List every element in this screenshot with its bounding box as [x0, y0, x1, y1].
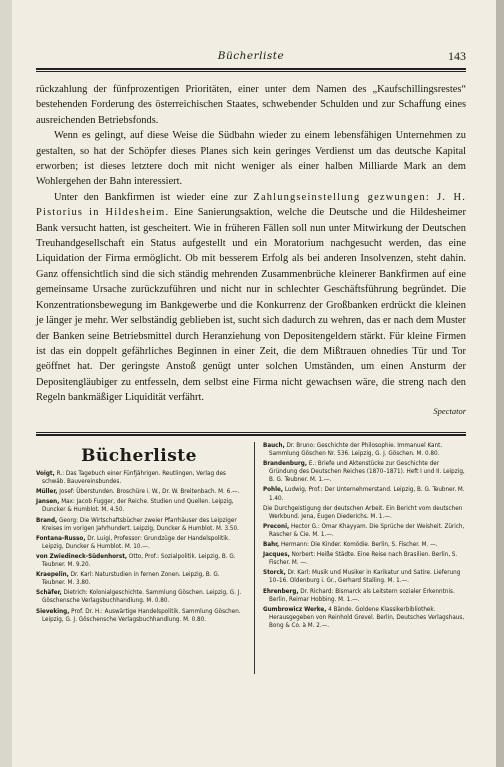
booklist-title: Bücherliste [81, 446, 197, 466]
book-entry [263, 442, 469, 458]
book-author: Jansen, [36, 498, 60, 506]
book-entry [263, 486, 469, 502]
book-entry [263, 606, 469, 630]
book-author: Pohle, [263, 486, 284, 494]
author-signature: Spectator [433, 405, 466, 416]
section-rule-thin [36, 432, 466, 433]
book-author: Voigt, [36, 470, 55, 478]
book-entry [263, 523, 469, 539]
book-author: Kraepelin, [36, 571, 69, 579]
book-details: Dr. Luigi, Professor: Grundzüge der Handelspolitik. Leipzig, Duncker & Humblot. M. 10.—. [42, 534, 230, 550]
book-author: Bahr, [263, 541, 280, 549]
book-details: Prof. Dr. H.: Auswärtige Handelspolitik. Sammlung Göschen. Leipzig, G. J. Göschensche Verlagsbuchhandlung. M. 0.80. [42, 607, 241, 623]
book-details: Max: Jacob Fugger, der Reiche. Studien und Quellen. Leipzig, Duncker & Humblot. M. 4.50. [42, 498, 234, 514]
book-author: Gumbrowicz Werke, [263, 605, 327, 613]
book-entry [36, 535, 242, 551]
book-author: Fontana-Russo, [36, 534, 86, 542]
book-details: Norbert: Heiße Städte. Eine Reise nach Brasilien. Berlin, S. Fischer. M. —. [269, 551, 458, 567]
book-entry [263, 551, 469, 567]
book-entry [263, 460, 469, 484]
book-details: Otto, Prof.: Sozialpolitik. Leipzig, B. G. Teubner. M. 9.20. [42, 552, 236, 569]
book-details: Hermann: Die Kinder. Komödie. Berlin, S. Fischer. M. —. [281, 541, 438, 549]
header-rule-thin [36, 71, 466, 72]
book-details: E.: Briefe und Aktenstücke zur Geschichte der Gründung des Deutschen Reiches (1870–1871). Heft I und II. Leipzig, B. G. Teubner. M. 1.—. [269, 460, 465, 484]
book-details: Dr. Richard: Bismarck als Leitstern sozialer Erkenntnis. Berlin, Reimar Hobbing. M. 1.—. [269, 587, 455, 603]
article-paragraph-2: Wenn es gelingt, auf diese Weise die Südbahn wieder zu einem lebensfähigen Unternehmen zu gestalten, so hat der Schöpfer dieses Planes sich kein geringes Verdienst um das deutsche Kapital erworben; ist dieses letztere doch mit nicht weniger als einer halben Milliarde Mark an dem Wohlergehen der Bahn interessiert. [36, 130, 466, 188]
book-entry [36, 470, 242, 486]
book-details: R.: Das Tagebuch einer Fünfjährigen. Reutlingen, Verlag des schwäb. Bauvereinsbundes. [42, 470, 226, 486]
book-author: Preconi, [263, 522, 290, 530]
book-entry [36, 498, 242, 514]
book-author: Bauch, [263, 442, 285, 449]
book-author: Schäfer, [36, 589, 62, 597]
book-details: Dr. Bruno: Geschichte der Philosophie. Immanuel Kant. Sammlung Göschen Nr. 536. Leipzig, G. J. Göschen. M. 0.80. [269, 442, 443, 458]
book-entry [263, 588, 469, 604]
book-author: Sieveking, [36, 607, 70, 615]
paragraph-3-rest: Eine Sanierungsaktion, welche die Deutsche und die Hildesheimer Bank versucht hatten, ist gescheitert. Wie in früheren Fällen soll nun unter Mitwirkung der Deutschen Treuhandgesellschaft ein Status aufgestellt und ein Moratorium nachgesucht werden, das eine Liquidation der Firma ermöglicht. Ob mit besserem Erfolg als bei anderen Insolvenzen, steht dahin. Ganz offensichtlich sind die sich ständig mehrenden Zusammenbrüche kleinerer Bankfirmen auf eine gemeinsame Ursache zurückzuführen und nicht nur in schlechter Geschäftsführung begründet. Die Konzentrationsbewegung im Bankgewerbe und die Konkurrenz der Großbanken erdrückt die kleinen je länger je mehr. Wer selbständig geblieben ist, sucht sich dadurch zu wehren, das er nach dem Muster der Banken seine Betriebsmittel durch Heranziehung von Depositengeldern stärkt. Für kleine Firmen ist das ein doppelt gefährliches Beginnen in einer Zeit, die dem Mißtrauen ohnedies Tür und Tor geöffnet hat. Der geringste Anstoß genügt unter solchen Umständen, um einen Ansturm der Depositengläubiger zu entfesseln, dem selbst eine Firma nicht gewachsen wäre, die streng nach den Regeln bankmäßiger Liquidität verfährt. [36, 207, 466, 404]
column-divider [254, 442, 255, 674]
page-number: 143 [448, 49, 466, 63]
section-rule [36, 434, 466, 436]
book-details: Die Durchgeistigung der deutschen Arbeit. Ein Bericht vom deutschen Werkbund. Jena, Eugen Diederichs. M. 1.—. [263, 504, 463, 520]
booklist-left-column [36, 442, 242, 626]
book-entry [36, 571, 242, 587]
article-paragraph-1: rückzahlung der fünfprozentigen Prioritäten, einer unter dem Namen des „Kaufschillingsrestes“ bestehenden Forderung des österreichischen Staates, schwebender Schulden und zur Schaffung eines ausreichenden Betriebsfonds. [36, 84, 466, 126]
book-details: Hector G.: Omar Khayyam. Die Sprüche der Weisheit. Zürich, Rascher & Cie. M. 1.—. [269, 522, 465, 538]
book-entry [263, 505, 469, 521]
book-entry [263, 569, 469, 585]
book-entry [263, 541, 469, 549]
running-title: Bücherliste [217, 50, 285, 62]
book-details: Ludwig, Prof.: Der Unternehmerstand. Leipzig, B. G. Teubner. M. 1.40. [269, 486, 465, 502]
running-header [36, 50, 466, 68]
book-author: Storck, [263, 569, 286, 577]
book-author: von Zwiedineck-Südenhorst, [36, 552, 128, 560]
book-details: Dr. Karl: Naturstudien in fernen Zonen. Leipzig, B. G. Teubner. M. 3.80. [42, 571, 220, 587]
book-details: Dietrich: Kolonialgeschichte. Sammlung Göschen. Leipzig, G. J. Göschensche Verlagsbuchhandlung. M. 0.80. [42, 589, 242, 605]
book-author: Brand, [36, 516, 58, 524]
article-body [36, 82, 466, 419]
book-author: Ehrenberg, [263, 587, 299, 595]
booklist-right-column [263, 442, 469, 632]
book-entry [36, 517, 242, 533]
book-entry [36, 488, 242, 496]
book-entry [36, 589, 242, 605]
book-details: 4 Bände. Goldene Klassikerbibliothek. Herausgegeben von Reinhold Grevel. Berlin, Deutsches Verlagshaus, Bong & Co. à M. 2.—. [269, 605, 465, 629]
book-author: Jacques, [263, 551, 290, 559]
paragraph-3-lead: Unter den Bankfirmen ist wieder eine zur [54, 191, 254, 203]
book-entry [36, 553, 242, 569]
article-paragraph-3 [36, 190, 466, 406]
book-author: Müller, [36, 488, 58, 496]
book-details: Dr. Karl: Musik und Musiker in Karikatur und Satire. Lieferung 10–16. Oldenburg i. Gr., Gerhard Stalling. M. 1.—. [269, 569, 461, 585]
book-author: Brandenburg, [263, 460, 307, 468]
paragraph-3-emphasis: Zahlungseinstellung gezwungen: J. H. Pistorius in Hildesheim. [36, 191, 466, 219]
book-details: Josef: Überstunden. Broschüre i. W., Dr. W. Breitenbach. M. 6.—. [59, 488, 240, 496]
header-rule [36, 68, 466, 70]
page-edge [496, 0, 504, 767]
book-entry [36, 608, 242, 624]
book-details: Georg: Die Wirtschaftsbücher zweier Pfarrhäuser des Leipziger Kreises im vorigen Jahrhundert. Leipzig, Duncker & Humblot. M. 3.50. [42, 516, 239, 532]
